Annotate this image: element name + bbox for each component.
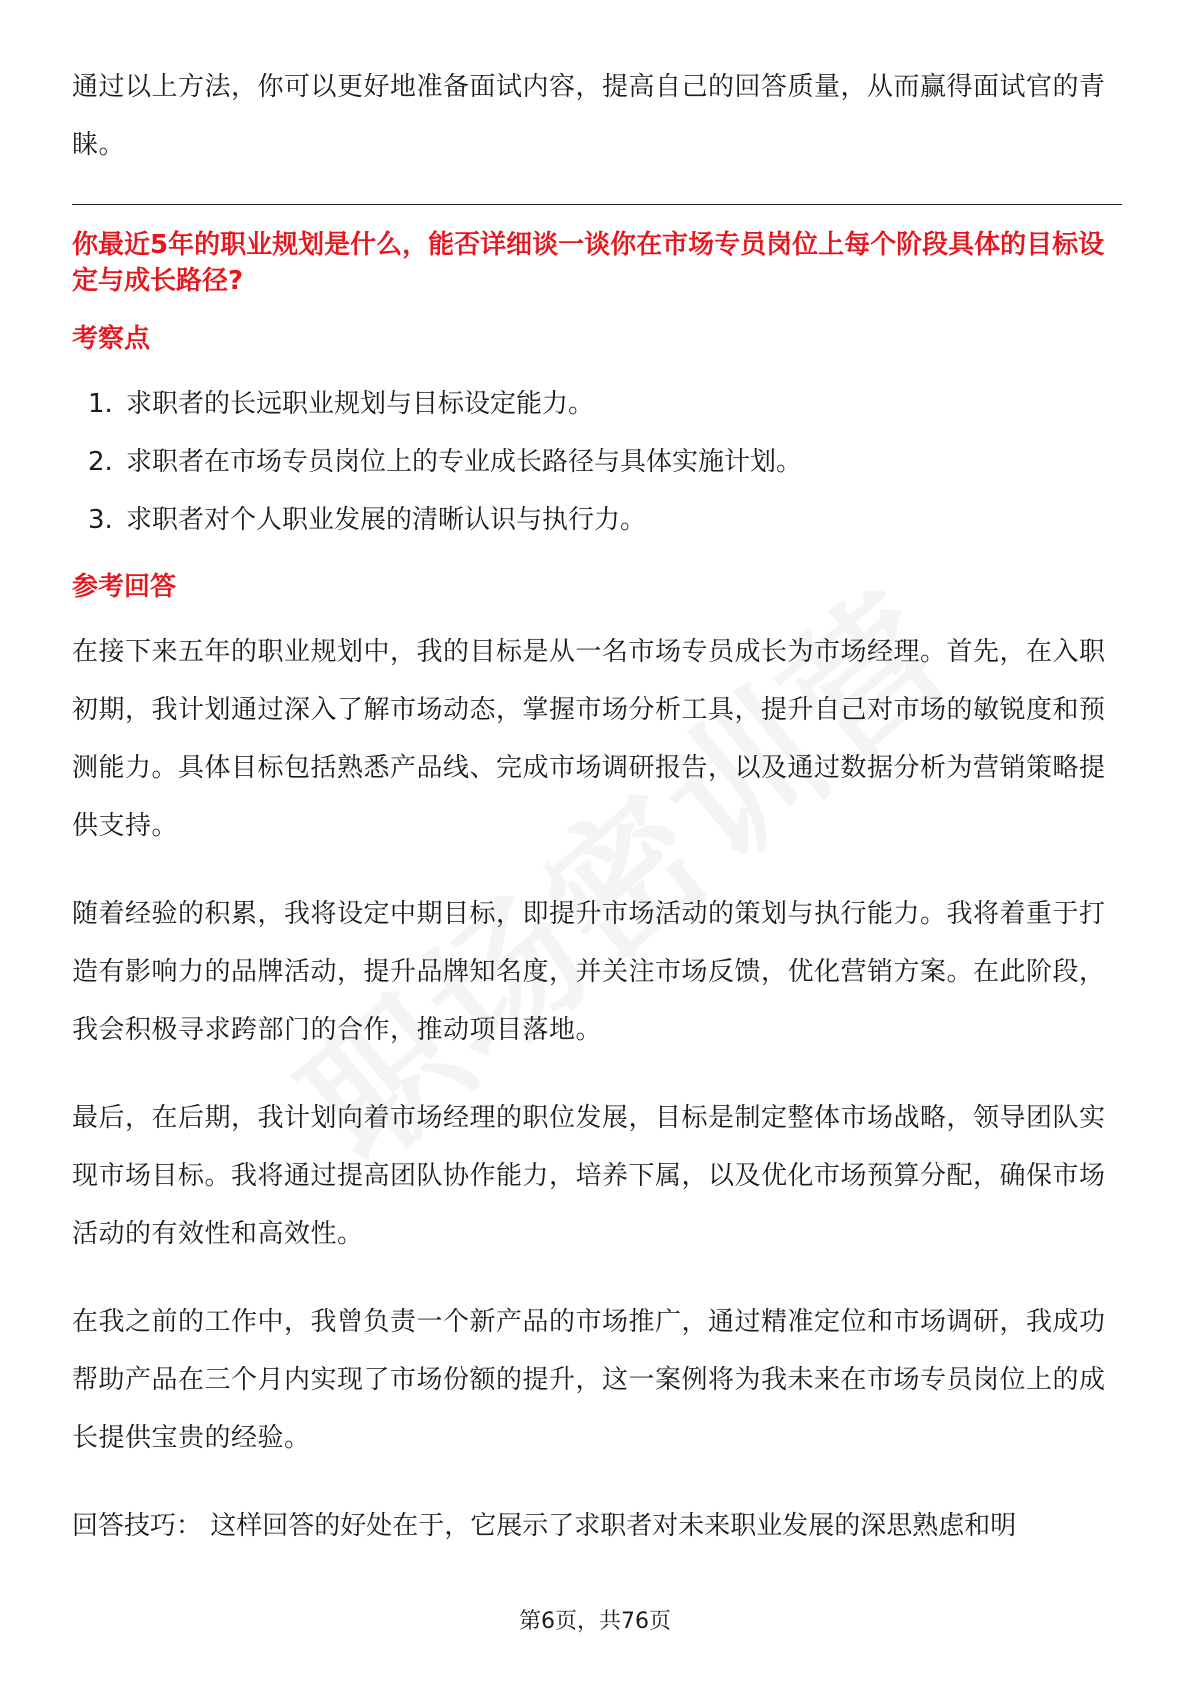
assessment-title: 考察点 [72,324,151,354]
answer-paragraph: 最后，在后期，我计划向着市场经理的职位发展，目标是制定整体市场战略，领导团队实现市场目标。我将通过提高团队协作能力，培养下属，以及优化市场预算分配，确保市场活动的有效性和高效性。 [72,1103,1106,1249]
answer-title: 参考回答 [72,572,177,602]
list-item [88,375,1122,433]
answer-paragraph: 在接下来五年的职业规划中，我的目标是从一名市场专员成长为市场经理。首先，在入职初期，我计划通过深入了解市场动态，掌握市场分析工具，提升自己对市场的敏锐度和预测能力。具体目标包括熟悉产品线、完成市场调研报告，以及通过数据分析为营销策略提供支持。 [72,637,1106,841]
answer-paragraph: 在我之前的工作中，我曾负责一个新产品的市场推广，通过精准定位和市场调研，我成功帮助产品在三个月内实现了市场份额的提升，这一案例将为我未来在市场专员岗位上的成长提供宝贵的经验。 [72,1307,1106,1453]
section-divider [72,204,1122,205]
list-item-number: 3. [88,505,113,535]
assessment-list [88,375,1122,549]
answer-paragraph: 随着经验的积累，我将设定中期目标，即提升市场活动的策划与执行能力。我将着重于打造有影响力的品牌活动，提升品牌知名度，并关注市场反馈，优化营销方案。在此阶段，我会积极寻求跨部门的合作，推动项目落地。 [72,899,1106,1045]
list-item-text: 求职者的长远职业规划与目标设定能力。 [126,389,595,419]
intro-paragraph: 通过以上方法，你可以更好地准备面试内容，提高自己的回答质量，从而赢得面试官的青睐。 [72,72,1106,160]
page-number: 第6页，共76页 [519,1609,671,1634]
list-item-number: 2. [88,447,113,477]
document-page [72,58,1122,1555]
list-item-number: 1. [88,389,113,419]
list-item-text: 求职者对个人职业发展的清晰认识与执行力。 [126,505,647,535]
list-item-text: 求职者在市场专员岗位上的专业成长路径与具体实施计划。 [126,447,803,477]
list-item [88,491,1122,549]
question-heading: 你最近5年的职业规划是什么，能否详细谈一谈你在市场专员岗位上每个阶段具体的目标设定与成长路径? [72,230,1105,296]
answer-tip: 回答技巧： 这样回答的好处在于，它展示了求职者对未来职业发展的深思熟虑和明 [72,1511,1017,1541]
list-item [88,433,1122,491]
